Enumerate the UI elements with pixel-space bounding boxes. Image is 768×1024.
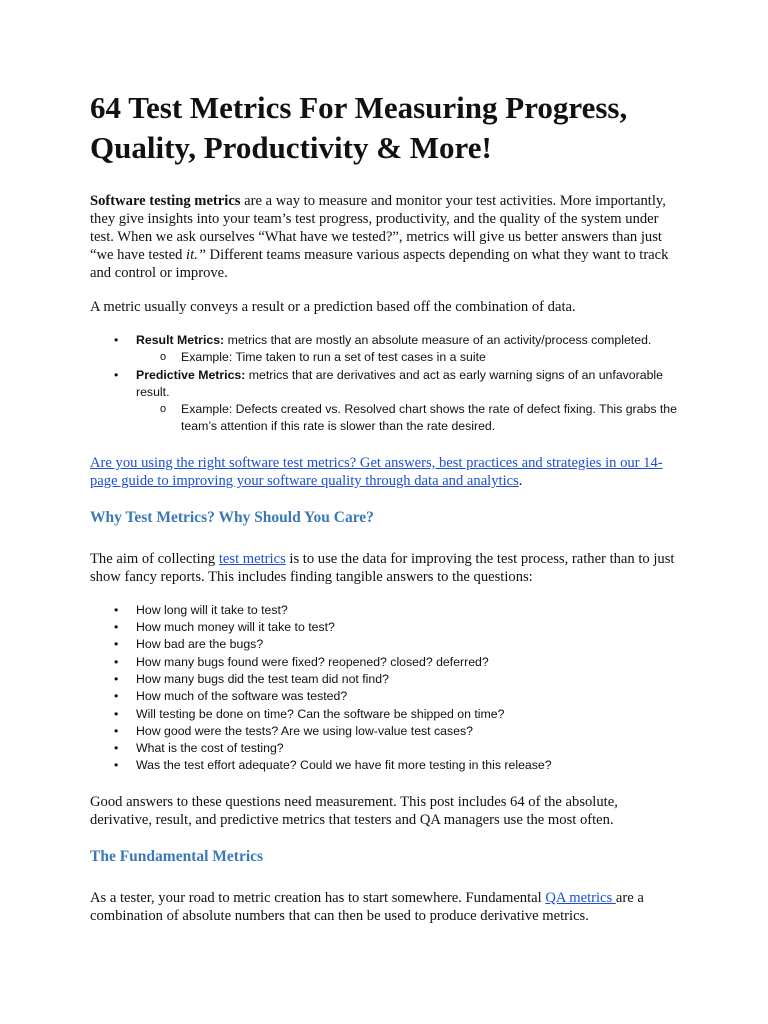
why-closing-paragraph: Good answers to these questions need measurement. This post includes 64 of the absolute, derivative, result, and predictive metrics that testers and QA managers use the most often. (90, 793, 618, 828)
example-item: o Example: Time taken to run a set of test cases in a suite (136, 349, 680, 366)
document-body (90, 88, 680, 941)
intro-paragraph (90, 192, 680, 282)
fundamental-paragraph (90, 889, 680, 925)
metric-type-text: metrics that are derivatives and act as early warning signs of an unfavorable result. (136, 367, 663, 399)
question-item: • Was the test effort adequate? Could we have fit more testing in this release? (90, 757, 680, 774)
page-title: 64 Test Metrics For Measuring Progress, Quality, Productivity & More! (90, 90, 628, 165)
intro-text-2: Different teams measure various aspects depending on what they want to track and control or improve. (90, 247, 669, 281)
metric-types-list (90, 332, 680, 436)
questions-list (90, 602, 680, 775)
fundamental-text-1: As a tester, your road to metric creation has to start somewhere. Fundamental (90, 889, 546, 906)
example-list (136, 349, 680, 366)
example-list (136, 401, 680, 436)
intro-text-1: are a way to measure and monitor your test activities. More importantly, they give insights into your team’s test progress, productivity, and the quality of the system under test. When we ask ourselves “What have we tested?”, metrics will give us better answers than just “we have tested (90, 193, 666, 263)
section-heading-fundamental: The Fundamental Metrics (90, 847, 264, 865)
question-item: • How much of the software was tested? (90, 688, 680, 705)
example-item: o Example: Defects created vs. Resolved chart shows the rate of defect fixing. This grabs the team’s attention if this rate is slower than the rate desired. (136, 401, 680, 436)
promo-guide-link[interactable]: Are you using the right software test metrics? Get answers, best practices and strategies in our 14-page guide to improving your software quality through data and analytics (90, 454, 663, 489)
metric-sentence: A metric usually conveys a result or a prediction based off the combination of data. (90, 299, 576, 315)
question-item: • How much money will it take to test? (90, 619, 680, 636)
question-item: • How long will it take to test? (90, 602, 680, 619)
question-item: • What is the cost of testing? (90, 740, 680, 757)
intro-bold-lead: Software testing metrics (90, 193, 241, 209)
question-item: • Will testing be done on time? Can the software be shipped on time? (90, 706, 680, 723)
promo-paragraph (90, 454, 680, 490)
qa-metrics-link[interactable]: QA metrics (545, 889, 616, 906)
question-item: • How bad are the bugs? (90, 636, 680, 653)
why-text-1: The aim of collecting (90, 550, 219, 567)
question-item: • How many bugs did the test team did not find? (90, 671, 680, 688)
test-metrics-link[interactable]: test metrics (218, 550, 286, 567)
list-item (90, 367, 680, 436)
fundamental-text-2: are a combination of absolute numbers that can then be used to produce derivative metrics. (90, 889, 644, 924)
metric-type-label: Predictive Metrics: (136, 367, 246, 382)
why-text-2: is to use the data for improving the test process, rather than to just show fancy reports. This includes finding tangible answers to the questions: (90, 550, 675, 585)
list-item (90, 332, 680, 367)
section-heading-why: Why Test Metrics? Why Should You Care? (90, 508, 374, 526)
metric-type-label: Result Metrics: (136, 333, 225, 347)
why-paragraph (90, 550, 680, 586)
question-item: • How many bugs found were fixed? reopened? closed? deferred? (90, 654, 680, 671)
question-item: • How good were the tests? Are we using low-value test cases? (90, 723, 680, 740)
metric-type-text: metrics that are mostly an absolute measure of an activity/process completed. (224, 333, 652, 347)
promo-period: . (518, 472, 523, 489)
intro-italic: it.” (186, 247, 206, 263)
